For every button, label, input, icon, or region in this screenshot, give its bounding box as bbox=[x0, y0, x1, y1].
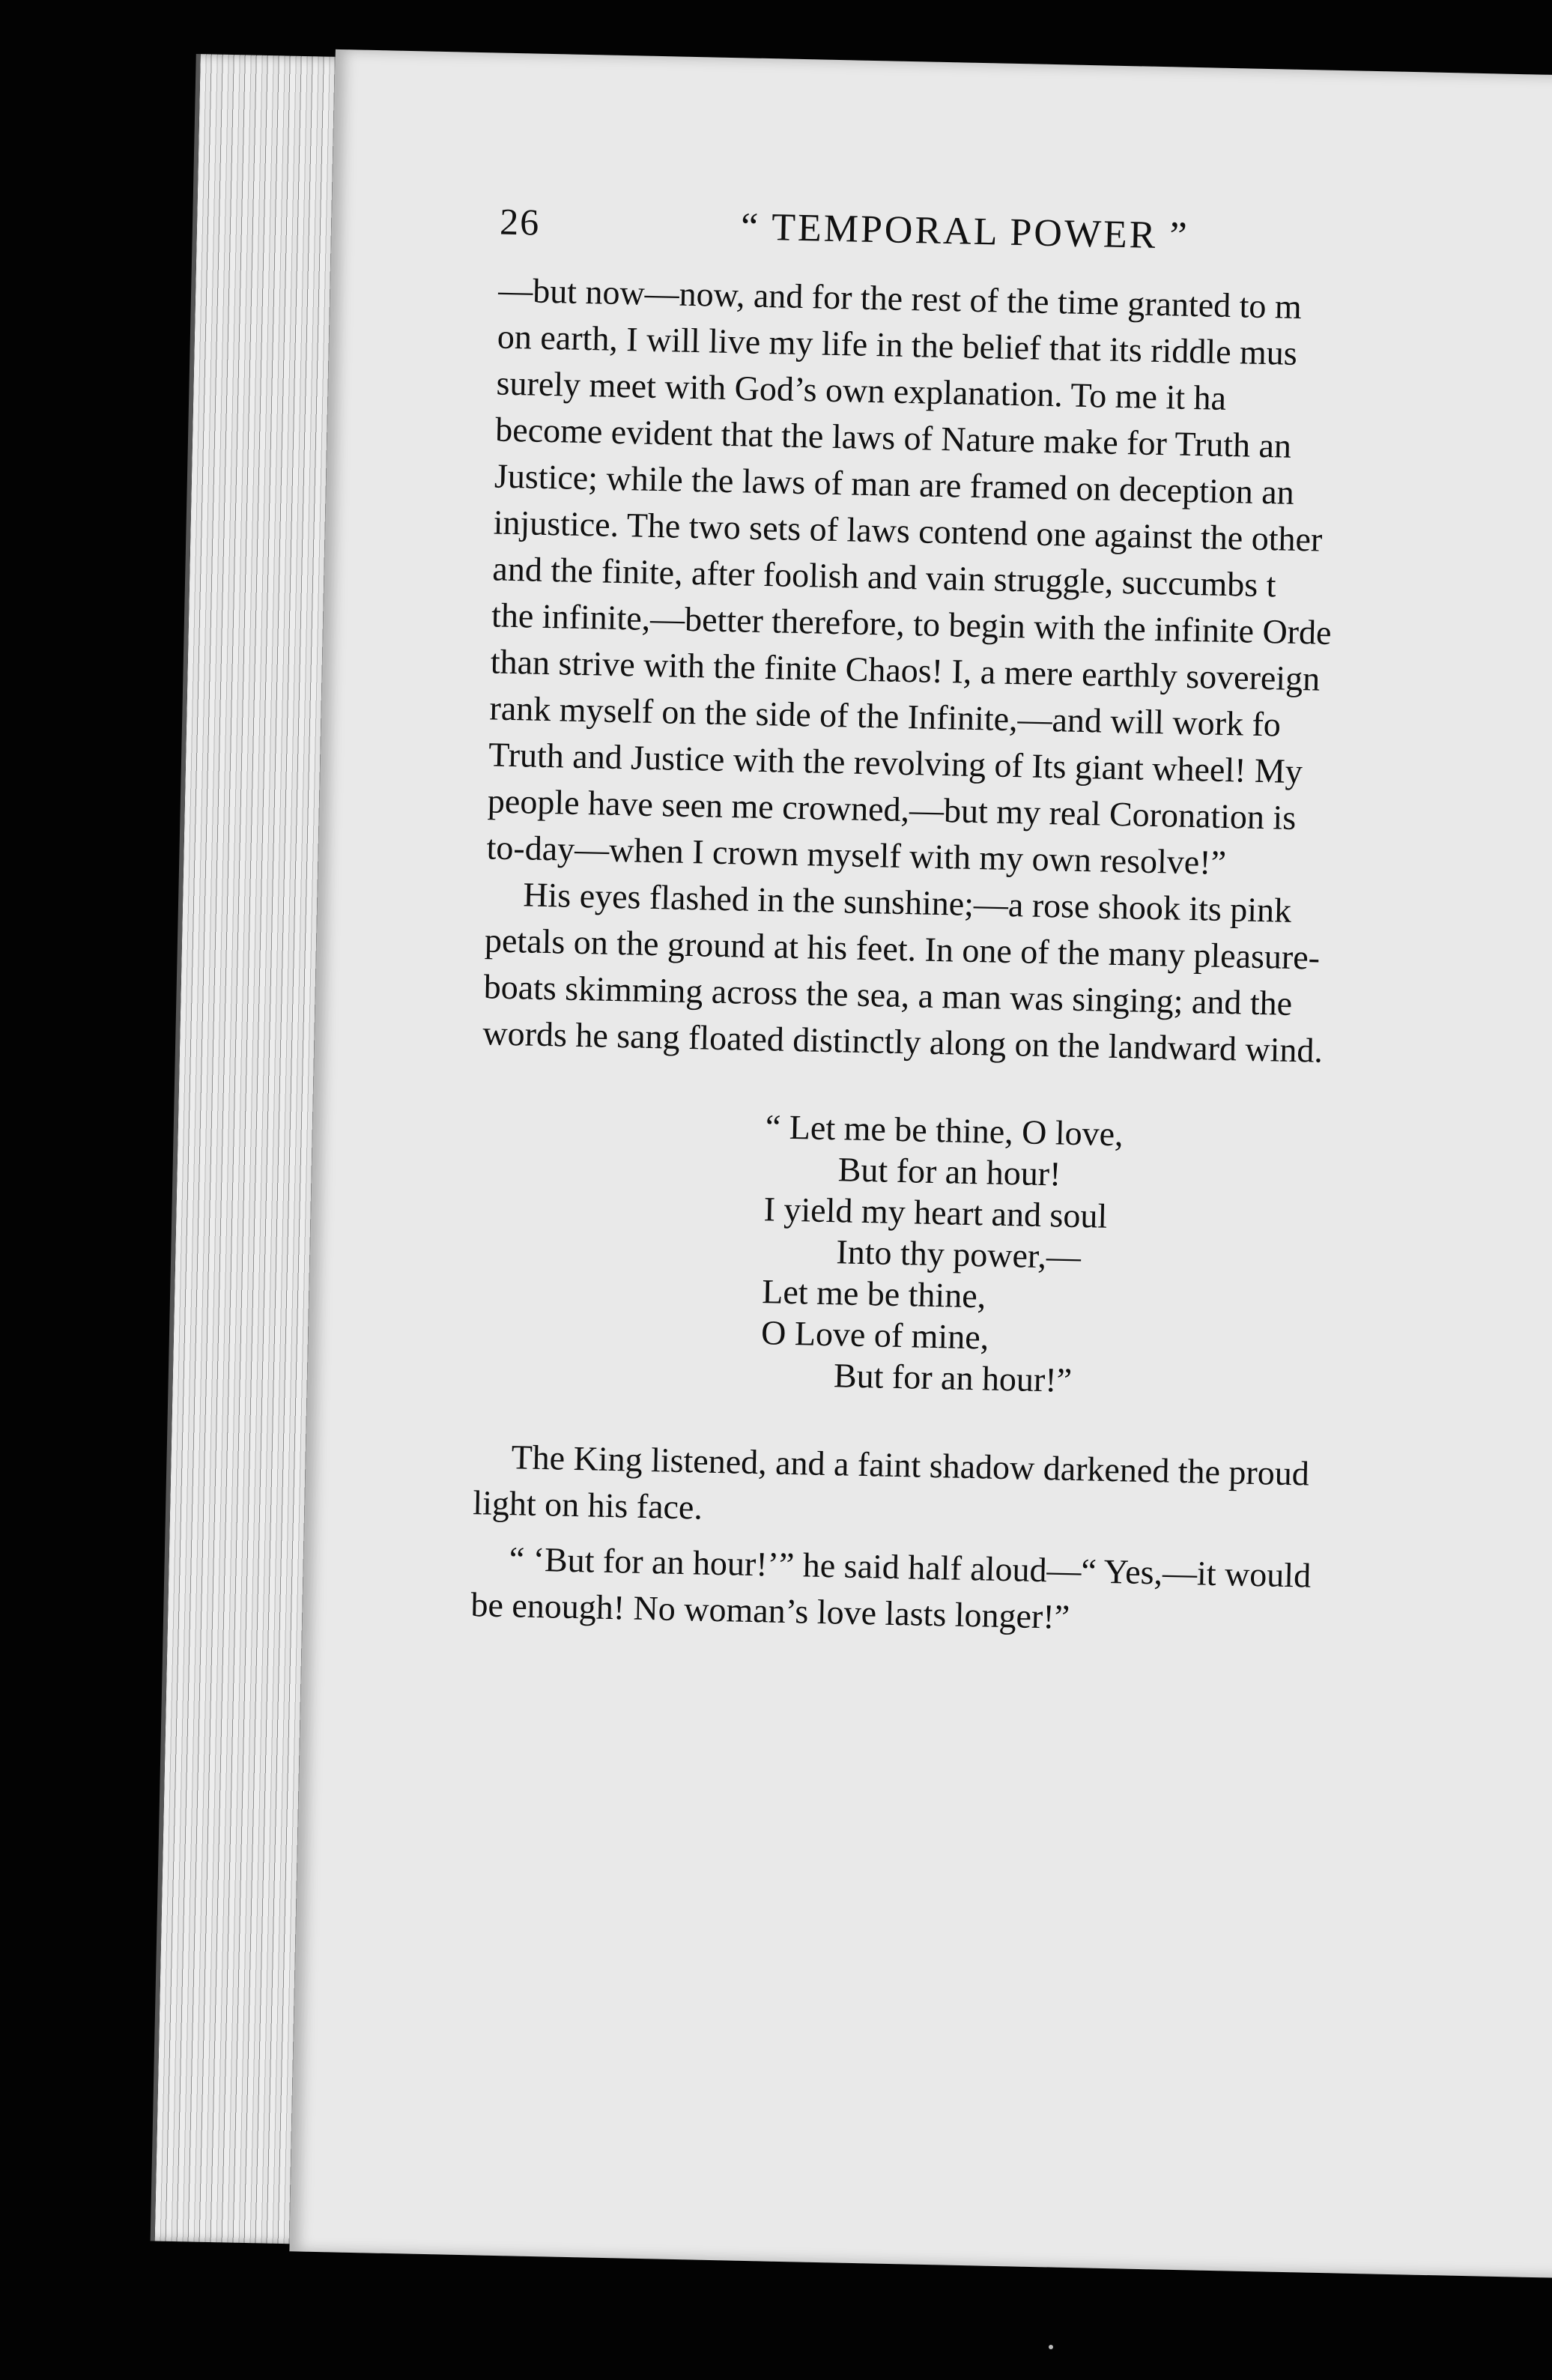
text-line: to-day—when I crown myself with my own resolve!” bbox=[486, 828, 1227, 882]
paragraph-2 bbox=[482, 870, 1550, 1079]
text-line: boats skimming across the sea, a man was singing; and the bbox=[483, 967, 1293, 1023]
text-line: rank myself on the side of the Infinite,—and will work fo bbox=[489, 688, 1282, 744]
text-line: surely meet with God’s own explanation. To me it ha bbox=[496, 363, 1227, 417]
running-title: “ TEMPORAL POWER ” bbox=[740, 205, 1190, 258]
text-line: “ ‘But for an hour!’” he said half aloud—“ Yes,—it would bbox=[509, 1539, 1312, 1595]
running-head bbox=[499, 200, 1552, 275]
text-line: petals on the ground at his feet. In one of the many pleasure- bbox=[484, 921, 1321, 977]
book-page bbox=[289, 49, 1552, 2279]
text-line: the infinite,—better therefore, to begin with the infinite Orde bbox=[491, 596, 1333, 652]
text-line: light on his face. bbox=[472, 1483, 703, 1527]
text-line: words he sang floated distinctly along on the landward wind. bbox=[482, 1014, 1324, 1070]
paragraph-3 bbox=[473, 1433, 1538, 1548]
verse-line: But for an hour! bbox=[837, 1150, 1061, 1193]
verse-line: Into thy power,— bbox=[835, 1232, 1082, 1277]
text-line: be enough! No woman’s love lasts longer!” bbox=[470, 1585, 1070, 1636]
text-line: Truth and Justice with the revolving of Its giant wheel! My bbox=[488, 735, 1303, 791]
verse-line: But for an hour!” bbox=[833, 1356, 1073, 1399]
verse-line: “ Let me be thine, O love, bbox=[765, 1107, 1124, 1154]
text-line: The King listened, and a faint shadow darkened the proud bbox=[511, 1438, 1310, 1493]
paragraph-4 bbox=[470, 1535, 1536, 1650]
text-line: —but now—now, and for the rest of the time granted to m bbox=[497, 270, 1303, 326]
text-line: become evident that the laws of Nature make for Truth an bbox=[494, 410, 1292, 465]
page-content bbox=[470, 200, 1552, 1650]
text-line: His eyes flashed in the sunshine;—a rose shook its pink bbox=[522, 875, 1292, 930]
book bbox=[150, 46, 1552, 2278]
verse-line: I yield my heart and soul bbox=[763, 1190, 1108, 1235]
page-number: 26 bbox=[499, 200, 541, 243]
scan-speck bbox=[1049, 2345, 1053, 2349]
text-line: people have seen me crowned,—but my real Coronation is bbox=[487, 781, 1297, 837]
verse-line: O Love of mine, bbox=[760, 1313, 989, 1357]
song-verse bbox=[760, 1106, 1545, 1411]
paragraph-1 bbox=[486, 267, 1552, 894]
text-line: on earth, I will live my life in the belief that its riddle mus bbox=[497, 317, 1298, 372]
text-line: and the finite, after foolish and vain struggle, succumbs t bbox=[491, 549, 1277, 605]
text-line: injustice. The two sets of laws contend one against the other bbox=[493, 503, 1323, 559]
verse-line: Let me be thine, bbox=[761, 1272, 986, 1315]
text-line: than strive with the finite Chaos! I, a mere earthly sovereign bbox=[490, 642, 1321, 698]
text-line: Justice; while the laws of man are framed on deception an bbox=[494, 456, 1295, 512]
